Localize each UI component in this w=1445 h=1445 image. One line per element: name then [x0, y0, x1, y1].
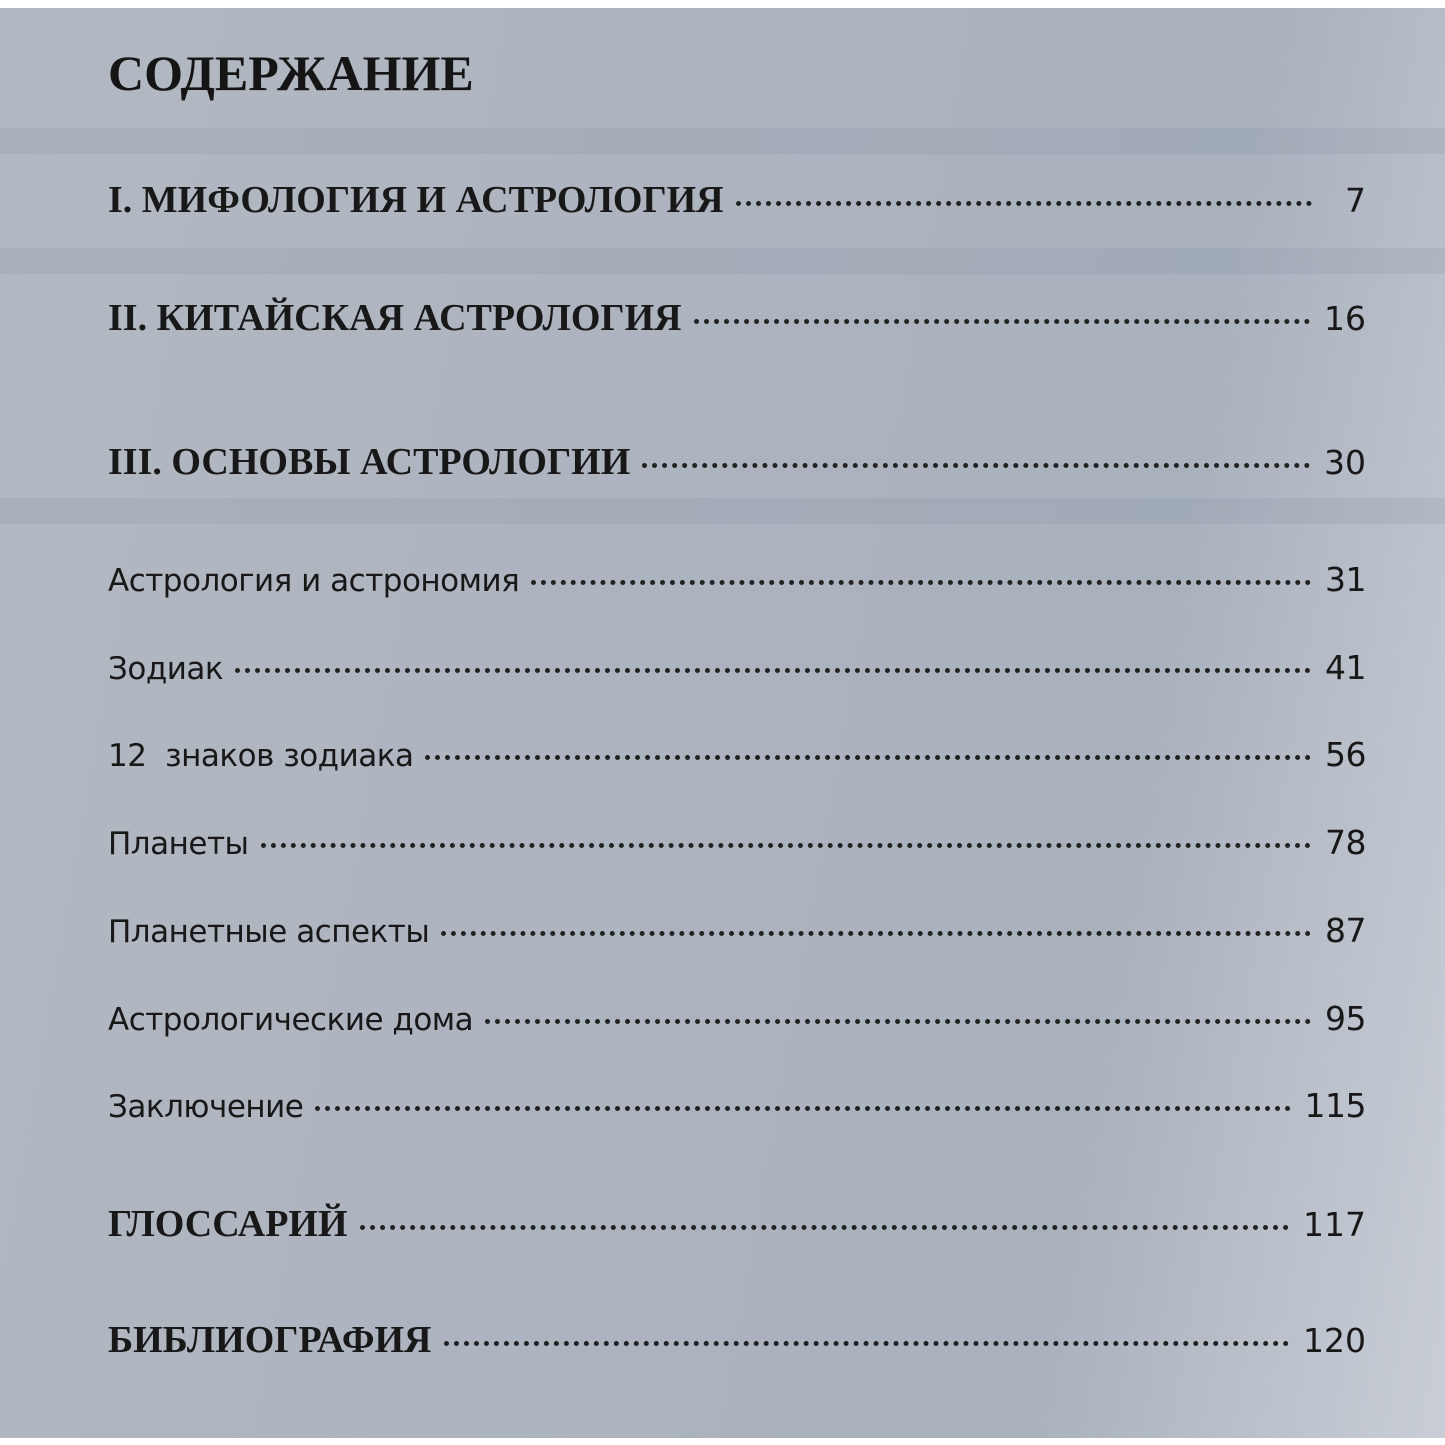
toc-page: 7 [1345, 181, 1366, 220]
toc-label: БИБЛИОГРАФИЯ [108, 1319, 432, 1361]
toc-page: 120 [1303, 1321, 1366, 1360]
toc-entry [108, 440, 1366, 484]
toc-entry [108, 999, 1366, 1038]
show-through-text [0, 498, 1445, 524]
dot-leader [736, 201, 1312, 206]
dot-leader [441, 931, 1311, 936]
toc-label: 12 знаков зодиака [108, 738, 414, 774]
toc-label: ГЛОССАРИЙ [108, 1203, 348, 1245]
toc-page: 41 [1325, 648, 1366, 687]
toc-entry [108, 735, 1366, 774]
dot-leader [485, 1019, 1311, 1024]
dot-leader [315, 1106, 1290, 1111]
toc-page: 31 [1325, 560, 1366, 599]
toc-page: 95 [1325, 999, 1366, 1038]
toc-entry [108, 178, 1366, 222]
toc-label: Планетные аспекты [108, 914, 430, 950]
dot-leader [642, 463, 1310, 468]
dot-leader [425, 755, 1311, 760]
toc-entry [108, 1318, 1366, 1362]
toc-label: Планеты [108, 826, 249, 862]
toc-label: Заключение [108, 1089, 304, 1125]
toc-page: 16 [1324, 299, 1366, 338]
dot-leader [360, 1225, 1289, 1230]
toc-label: Астрологические дома [108, 1002, 474, 1038]
toc-page: 115 [1304, 1086, 1366, 1125]
show-through-text [0, 128, 1445, 154]
toc-label: III. ОСНОВЫ АСТРОЛОГИИ [108, 441, 631, 483]
dot-leader [531, 580, 1311, 585]
toc-entry [108, 823, 1366, 862]
toc-entry [108, 1086, 1366, 1125]
toc-page: 78 [1325, 823, 1366, 862]
dot-leader [444, 1341, 1289, 1346]
book-page [0, 8, 1445, 1438]
toc-label: Астрология и астрономия [108, 563, 520, 599]
toc-page: 117 [1303, 1205, 1366, 1244]
toc-entry [108, 911, 1366, 950]
dot-leader [261, 843, 1312, 848]
toc-label: II. КИТАЙСКАЯ АСТРОЛОГИЯ [108, 297, 682, 339]
toc-page: 87 [1325, 911, 1366, 950]
toc-page: 30 [1324, 443, 1366, 482]
toc-entry [108, 648, 1366, 687]
dot-leader [694, 319, 1310, 324]
toc-entry [108, 1202, 1366, 1246]
show-through-text [0, 248, 1445, 274]
dot-leader [235, 668, 1311, 673]
toc-entry [108, 296, 1366, 340]
page-title: СОДЕРЖАНИЕ [108, 45, 474, 101]
toc-label: Зодиак [108, 651, 224, 687]
toc-label: I. МИФОЛОГИЯ И АСТРОЛОГИЯ [108, 179, 724, 221]
toc-page: 56 [1325, 735, 1366, 774]
toc-entry [108, 560, 1366, 599]
